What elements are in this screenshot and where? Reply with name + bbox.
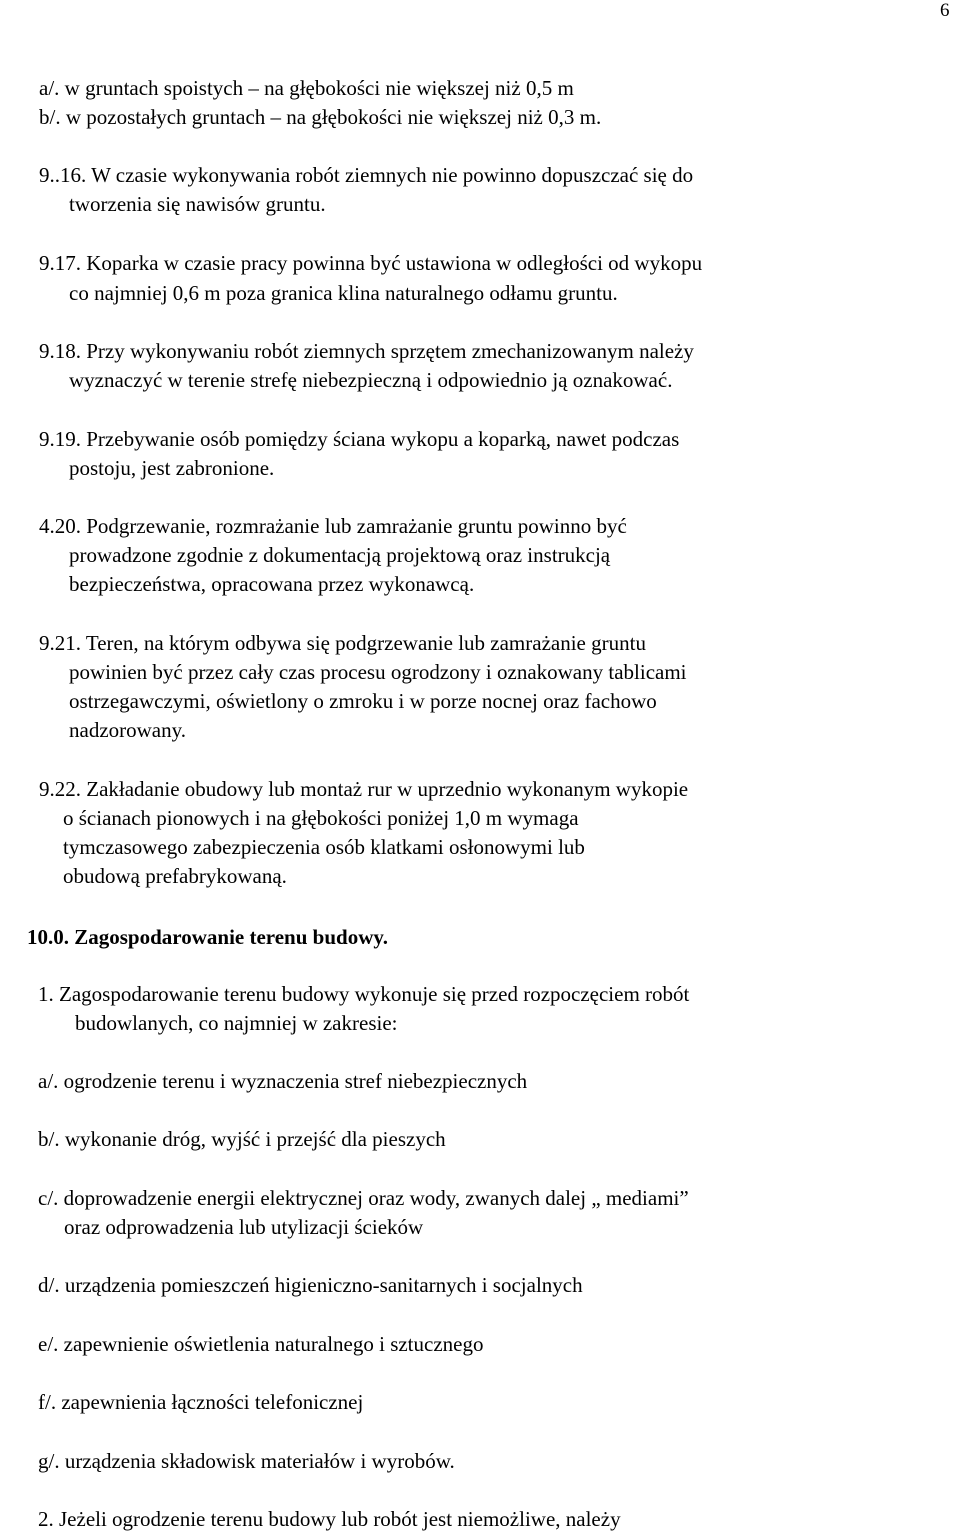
text-line: a/. ogrodzenie terenu i wyznaczenia stref niebezpiecznych [38,1069,528,1093]
text-line: b/. wykonanie dróg, wyjść i przejść dla pieszych [38,1127,446,1151]
text-line: tymczasowego zabezpieczenia osób klatkami osłonowymi lub [63,835,585,859]
text-line: powinien być przez cały czas procesu ogrodzony i oznakowany tablicami [69,660,687,684]
section-heading: 10.0. Zagospodarowanie terenu budowy. [27,925,388,949]
text-line: 2. Jeżeli ogrodzenie terenu budowy lub robót jest niemożliwe, należy [38,1507,621,1531]
text-line: obudową prefabrykowaną. [63,864,287,888]
text-line: c/. doprowadzenie energii elektrycznej oraz wody, zwanych dalej „ mediami” [38,1186,689,1210]
text-line: 9.19. Przebywanie osób pomiędzy ściana wykopu a koparką, nawet podczas [39,427,680,451]
text-line: nadzorowany. [69,718,187,742]
text-line: tworzenia się nawisów gruntu. [69,192,326,216]
text-line: g/. urządzenia składowisk materiałów i wyrobów. [38,1449,455,1473]
text-line: oraz odprowadzenia lub utylizacji ścieków [64,1215,424,1239]
page-number: 6 [940,0,950,21]
text-line: 9.22. Zakładanie obudowy lub montaż rur w uprzednio wykonanym wykopie [39,777,689,801]
text-line: 4.20. Podgrzewanie, rozmrażanie lub zamrażanie gruntu powinno być [39,514,627,538]
text-line: prowadzone zgodnie z dokumentacją projektową oraz instrukcją [69,543,611,567]
text-line: 9.18. Przy wykonywaniu robót ziemnych sprzętem zmechanizowanym należy [39,339,694,363]
text-line: co najmniej 0,6 m poza granica klina naturalnego odłamu gruntu. [69,281,618,305]
text-line: bezpieczeństwa, opracowana przez wykonawcą. [69,572,475,596]
text-line: a/. w gruntach spoistych – na głębokości nie większej niż 0,5 m [39,76,574,100]
text-line: budowlanych, co najmniej w zakresie: [75,1011,398,1035]
text-line: 1. Zagospodarowanie terenu budowy wykonuje się przed rozpoczęciem robót [38,982,690,1006]
text-line: o ścianach pionowych i na głębokości poniżej 1,0 m wymaga [63,806,579,830]
text-line: 9.17. Koparka w czasie pracy powinna być ustawiona w odległości od wykopu [39,251,703,275]
text-line: d/. urządzenia pomieszczeń higieniczno-sanitarnych i socjalnych [38,1273,583,1297]
text-line: wyznaczyć w terenie strefę niebezpieczną i odpowiednio ją oznakować. [69,368,673,392]
text-line: f/. zapewnienia łączności telefonicznej [38,1390,364,1414]
text-line: 9..16. W czasie wykonywania robót ziemnych nie powinno dopuszczać się do [39,163,694,187]
text-line: b/. w pozostałych gruntach – na głębokości nie większej niż 0,3 m. [39,105,602,129]
text-line: 9.21. Teren, na którym odbywa się podgrzewanie lub zamrażanie gruntu [39,631,646,655]
text-line: postoju, jest zabronione. [69,456,275,480]
text-line: ostrzegawczymi, oświetlony o zmroku i w porze nocnej oraz fachowo [69,689,657,713]
text-line: e/. zapewnienie oświetlenia naturalnego i sztucznego [38,1332,484,1356]
